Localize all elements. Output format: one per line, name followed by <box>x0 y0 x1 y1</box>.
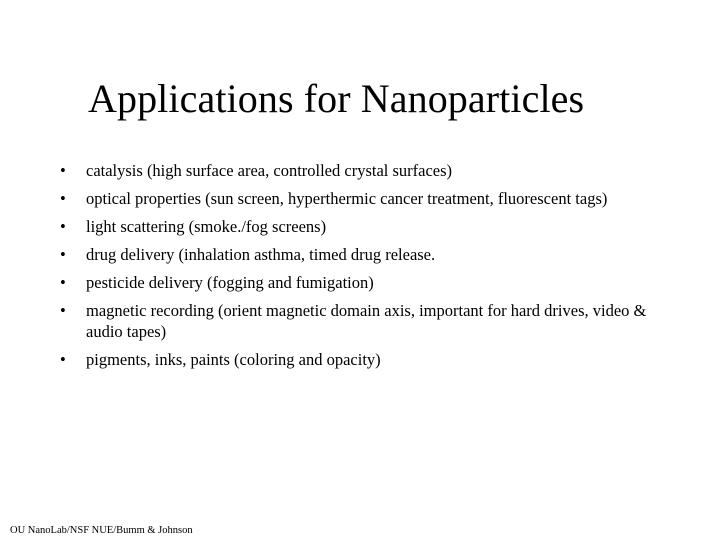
list-item <box>56 188 676 209</box>
list-item-text: drug delivery (inhalation asthma, timed drug release. <box>86 245 436 264</box>
list-item <box>56 272 676 293</box>
bullet-dot-icon: • <box>60 161 66 180</box>
bullet-dot-icon: • <box>60 245 66 264</box>
slide-footer: OU NanoLab/NSF NUE/Bumm & Johnson <box>10 525 193 536</box>
bullet-list <box>56 160 676 370</box>
list-item-text: optical properties (sun screen, hyperthermic cancer treatment, fluorescent tags) <box>86 189 608 208</box>
list-item <box>56 300 676 342</box>
list-item-text: pigments, inks, paints (coloring and opacity) <box>86 350 381 369</box>
list-item <box>56 244 676 265</box>
list-item-text: magnetic recording (orient magnetic domain axis, important for hard drives, video & audio tapes) <box>86 301 647 341</box>
list-item <box>56 160 676 181</box>
list-item-text: catalysis (high surface area, controlled crystal surfaces) <box>86 161 453 180</box>
slide-title: Applications for Nanoparticles <box>88 75 585 121</box>
bullet-dot-icon: • <box>60 189 66 208</box>
list-item <box>56 216 676 237</box>
list-item-text: pesticide delivery (fogging and fumigation) <box>86 273 374 292</box>
list-item <box>56 349 676 370</box>
bullet-dot-icon: • <box>60 217 66 236</box>
bullet-dot-icon: • <box>60 301 66 320</box>
bullet-dot-icon: • <box>60 350 66 369</box>
list-item-text: light scattering (smoke./fog screens) <box>86 217 327 236</box>
bullet-dot-icon: • <box>60 273 66 292</box>
